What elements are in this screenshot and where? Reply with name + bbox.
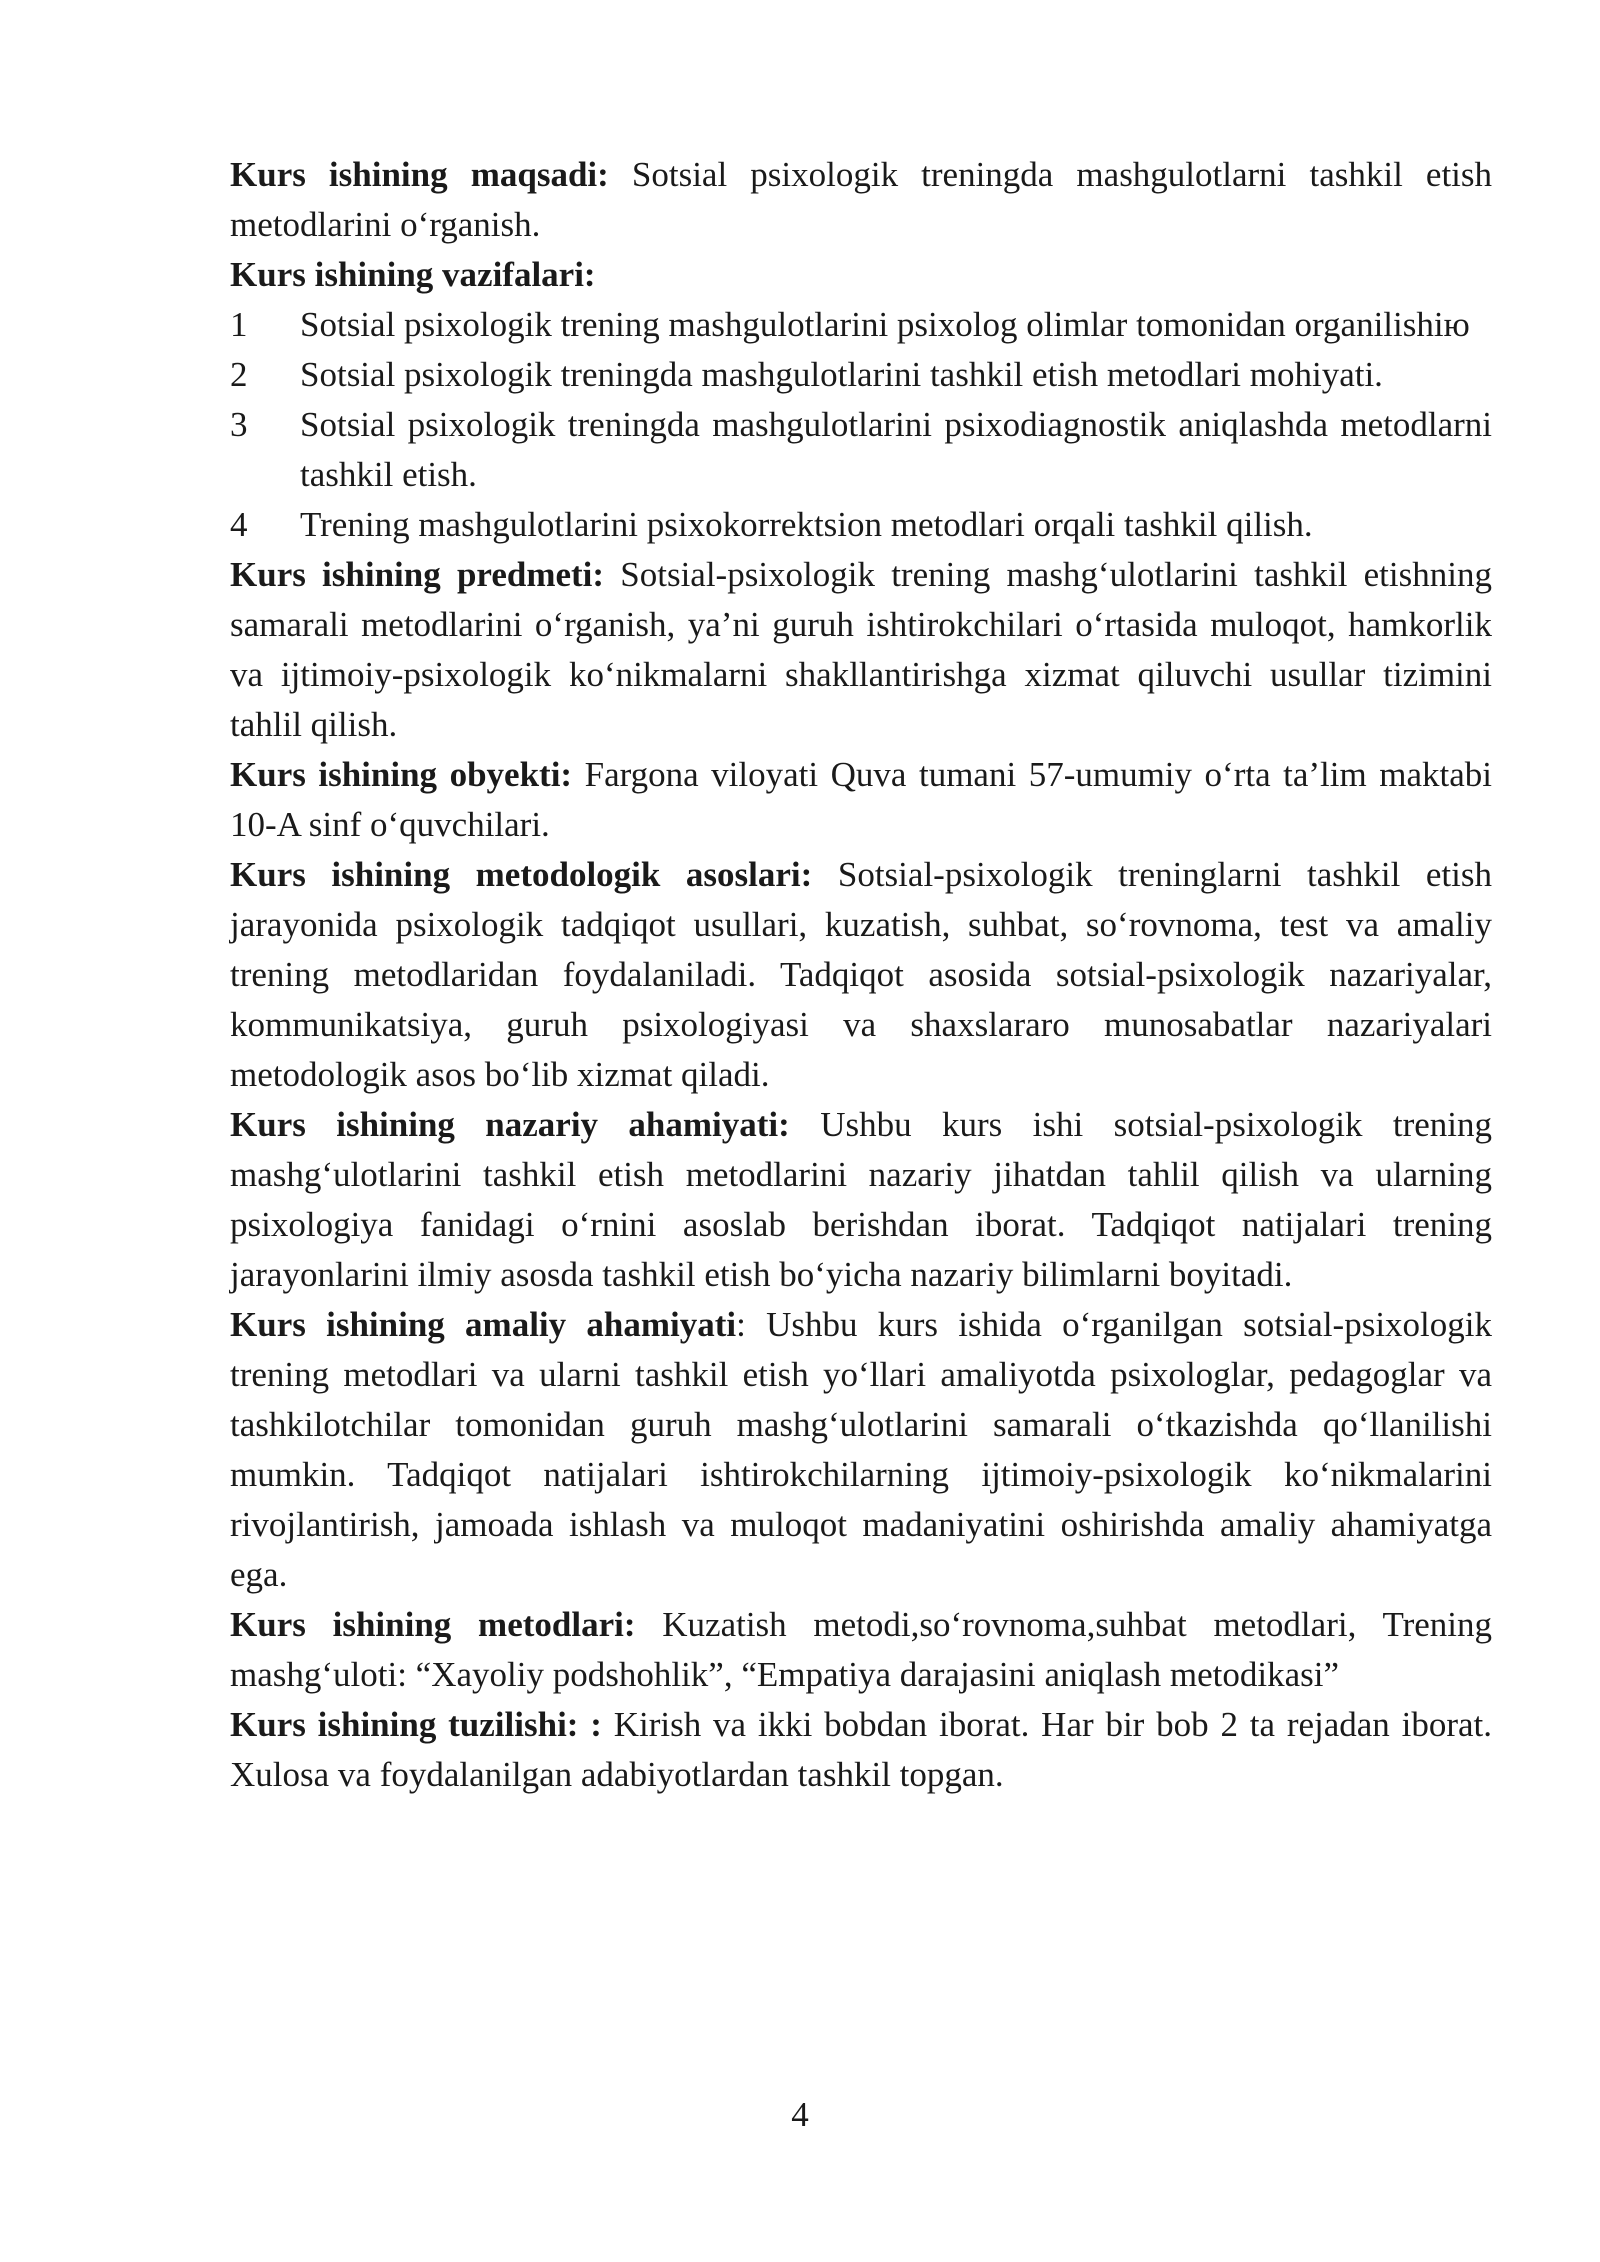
metodlari-text: Kuzatish metodi,so‘rovnoma,suhbat metodlari, Trening mashg‘uloti: “Xayoliy podshohlik”, “Empatiya darajasini aniqlash metodikasi” [230,1605,1493,1694]
maqsadi-text: Sotsial psixologik treningda mashgulotlarni tashkil etish metodlarini o‘rganish. [230,155,1493,244]
nazariy-paragraph [230,1100,1492,1300]
amaliy-label: Kurs ishining amaliy ahamiyati [230,1305,737,1344]
maqsadi-paragraph [230,150,1492,250]
list-item-number: 1 [230,305,248,344]
list-item-number: 3 [230,405,248,444]
obyekti-text: Fargona viloyati Quva tumani 57-umumiy o‘rta ta’lim maktabi 10-A sinf o‘quvchilari. [230,755,1492,844]
list-item [230,500,1492,550]
list-item-number: 4 [230,505,248,544]
vazifalari-list [230,300,1492,550]
amaliy-paragraph [230,1300,1492,1600]
maqsadi-label: Kurs ishining maqsadi: [230,155,609,194]
vazifalari-label: Kurs ishining vazifalari: [230,255,596,294]
page-number: 4 [791,2095,809,2134]
predmeti-paragraph [230,550,1492,750]
predmeti-text: Sotsial-psixologik trening mashg‘ulotlarini tashkil etishning samarali metodlarini o‘rganish, ya’ni guruh ishtirokchilari o‘rtasida muloqot, hamkorlik va ijtimoiy-psixologik ko‘nikmalarni shakllantirishga xizmat qiluvchi usullar tizimini tahlil qilish. [230,555,1492,744]
list-item-text: Sotsial psixologik trening mashgulotlarini psixolog olimlar tomonidan organilishiю [300,305,1470,344]
metodologik-text: Sotsial-psixologik treninglarni tashkil etish jarayonida psixologik tadqiqot usullari, kuzatish, suhbat, so‘rovnoma, test va amaliy trening metodlaridan foydalaniladi. Tadqiqot asosida sotsial-psixologik nazariyalar, kommunikatsiya, guruh psixologiyasi va shaxslararo munosabatlar nazariyalari metodologik asos bo‘lib xizmat qiladi. [230,855,1492,1094]
vazifalari-heading [230,250,1492,300]
metodlari-label: Kurs ishining metodlari: [230,1605,636,1644]
obyekti-label: Kurs ishining obyekti: [230,755,573,794]
list-item-number: 2 [230,355,248,394]
nazariy-text: Ushbu kurs ishi sotsial-psixologik trening mashg‘ulotlarini tashkil etish metodlarini nazariy jihatdan tahlil qilish va ularning psixologiya fanidagi o‘rnini asoslab berishdan iborat. Tadqiqot natijalari trening jarayonlarini ilmiy asosda tashkil etish bo‘yicha nazariy bilimlarni boyitadi. [230,1105,1493,1294]
tuzilishi-text: Kirish va ikki bobdan iborat. Har bir bob 2 ta rejadan iborat. Xulosa va foydalanilgan adabiyotlardan tashkil topgan. [230,1705,1493,1794]
metodlari-paragraph [230,1600,1492,1700]
metodologik-paragraph [230,850,1492,1100]
obyekti-paragraph [230,750,1492,850]
list-item [230,300,1492,350]
tuzilishi-label: Kurs ishining tuzilishi: : [230,1705,602,1744]
list-item-text: Trening mashgulotlarini psixokorrektsion metodlari orqali tashkil qilish. [300,505,1313,544]
tuzilishi-paragraph [230,1700,1492,1800]
nazariy-label: Kurs ishining nazariy ahamiyati: [230,1105,790,1144]
metodologik-label: Kurs ishining metodologik asoslari: [230,855,813,894]
list-item [230,350,1492,400]
amaliy-text: : Ushbu kurs ishida o‘rganilgan sotsial-psixologik trening metodlari va ularni tashkil etish yo‘llari amaliyotda psixologlar, pedagoglar va tashkilotchilar tomonidan guruh mashg‘ulotlarini samarali o‘tkazishda qo‘llanilishi mumkin. Tadqiqot natijalari ishtirokchilarning ijtimoiy-psixologik ko‘nikmalarini rivojlantirish, jamoada ishlash va muloqot madaniyatini oshirishda amaliy ahamiyatga ega. [230,1305,1492,1594]
predmeti-label: Kurs ishining predmeti: [230,555,605,594]
page-content [230,150,1492,1800]
list-item-text: Sotsial psixologik treningda mashgulotlarini tashkil etish metodlari mohiyati. [300,355,1383,394]
list-item-text: Sotsial psixologik treningda mashgulotlarini psixodiagnostik aniqlashda metodlarni tashkil etish. [300,405,1492,494]
list-item [230,400,1492,500]
